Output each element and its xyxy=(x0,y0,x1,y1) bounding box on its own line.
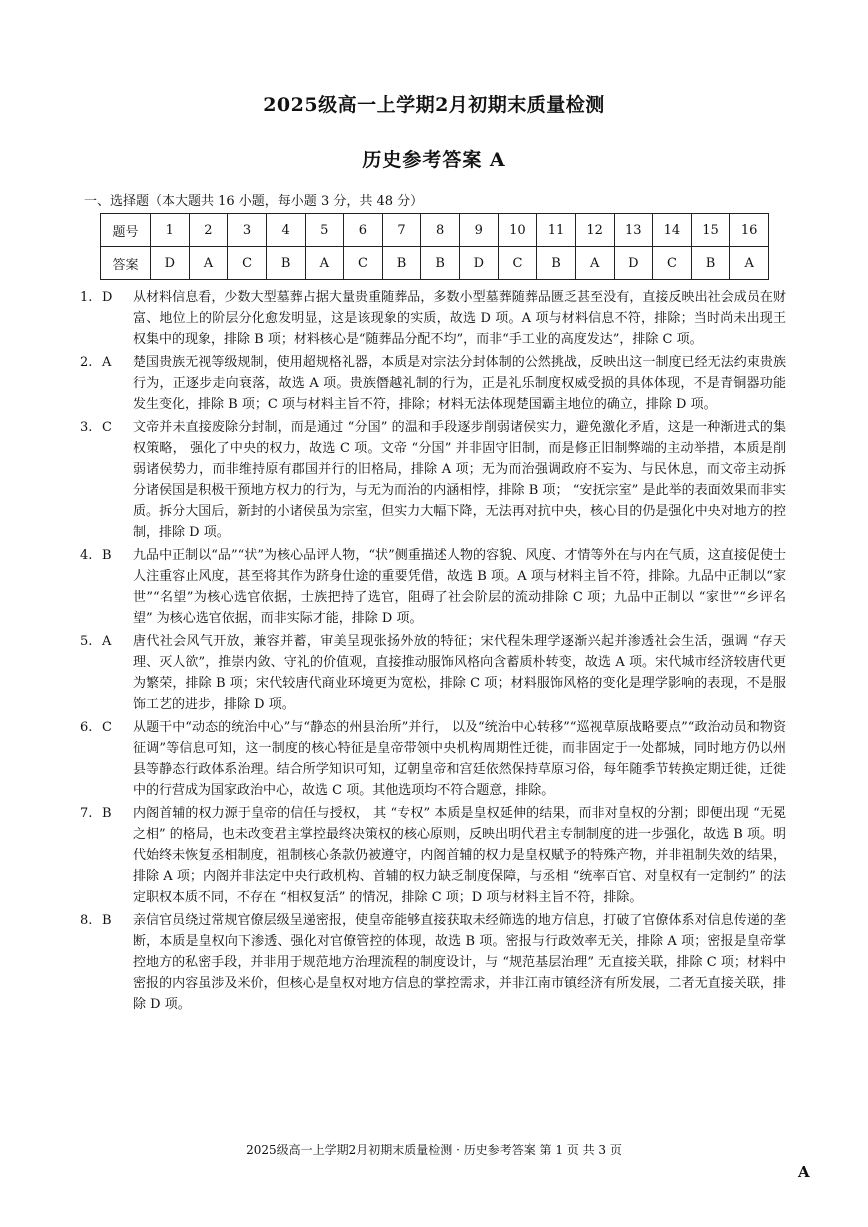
explanation-item xyxy=(80,287,786,350)
explanation-number: 2. xyxy=(80,355,93,370)
explanation-number: 8. xyxy=(80,913,93,928)
answer-cell: D xyxy=(614,247,653,280)
row-label-answer: 答案 xyxy=(101,247,151,280)
explanation-list xyxy=(80,287,786,1017)
question-number-cell: 2 xyxy=(189,214,228,247)
answer-cell: D xyxy=(151,247,190,280)
explanation-answer: A xyxy=(102,634,112,649)
explanation-number: 4. xyxy=(80,548,93,563)
answer-cell: B xyxy=(382,247,421,280)
question-number-cell: 12 xyxy=(575,214,614,247)
section-heading: 一、选择题（本大题共 16 小题，每小题 3 分，共 48 分） xyxy=(84,194,424,209)
explanation-text: 亲信官员绕过常规官僚层级呈递密报，使皇帝能够直接获取未经筛选的地方信息，打破了官僚体系对信息传递的垄断，本质是皇权向下渗透、强化对官僚管控的体现，故选 B 项。密报与行政效率无关，排除 A 项；密报是皇帝掌控地方的私密手段，并非用于规范地方治理流程的制度设计，与 “规范基层治理” 无直接关联，排除 C 项；材料中密报的内容虽涉及米价，但核心是皇权对地方信息的掌控需求，并非江南市镇经济有所发展，二者无直接关联，排除 D 项。 xyxy=(133,913,786,1012)
answer-cell: B xyxy=(537,247,576,280)
answer-cell: A xyxy=(575,247,614,280)
explanation-answer: C xyxy=(102,420,112,435)
version-mark: A xyxy=(798,1163,810,1181)
explanation-text: 唐代社会风气开放，兼容并蓄，审美呈现张扬外放的特征；宋代程朱理学逐渐兴起并渗透社会生活，强调 “存天理、灭人欲”，推崇内敛、守礼的价值观，直接推动服饰风格向含蓄质朴转变，故选 A 项。宋代城市经济较唐代更为繁荣，排除 B 项；宋代较唐代商业环境更为宽松，排除 C 项；材料服饰风格的变化是理学影响的表现，不是服饰工艺的进步，排除 D 项。 xyxy=(133,634,786,712)
page-title: 2025级高一上学期2月初期末质量检测 xyxy=(263,94,605,116)
question-number-cell: 9 xyxy=(460,214,499,247)
explanation-answer: A xyxy=(102,355,112,370)
question-number-cell: 10 xyxy=(498,214,537,247)
question-number-cell: 8 xyxy=(421,214,460,247)
question-number-cell: 4 xyxy=(266,214,305,247)
explanation-number: 3. xyxy=(80,420,93,435)
answer-row xyxy=(101,247,769,280)
answer-cell: C xyxy=(498,247,537,280)
explanation-item xyxy=(80,910,786,1015)
explanation-item xyxy=(80,352,786,415)
explanation-answer: B xyxy=(102,913,112,928)
answer-cell: B xyxy=(266,247,305,280)
explanation-number: 1. xyxy=(80,290,93,305)
answer-cell: B xyxy=(691,247,730,280)
question-number-cell: 11 xyxy=(537,214,576,247)
explanation-text: 从材料信息看，少数大型墓葬占据大量贵重随葬品，多数小型墓葬随葬品匮乏甚至没有，直接反映出社会成员在财富、地位上的阶层分化愈发明显，这是该现象的实质，故选 D 项。A 项与材料信息不符，排除；当时尚未出现王权集中的现象，排除 B 项；材料核心是“随葬品分配不均”，而非“手工业的高度发达”，排除 C 项。 xyxy=(133,290,786,347)
answer-cell: D xyxy=(460,247,499,280)
question-number-cell: 16 xyxy=(730,214,769,247)
explanation-answer: C xyxy=(102,720,112,735)
answer-cell: A xyxy=(305,247,344,280)
explanation-answer: B xyxy=(102,548,112,563)
explanation-item xyxy=(80,417,786,543)
answer-cell: C xyxy=(228,247,267,280)
question-number-cell: 7 xyxy=(382,214,421,247)
explanation-item xyxy=(80,803,786,908)
answer-table xyxy=(100,213,769,280)
question-number-cell: 6 xyxy=(344,214,383,247)
explanation-answer: D xyxy=(102,290,113,305)
question-number-row xyxy=(101,214,769,247)
question-number-cell: 1 xyxy=(151,214,190,247)
explanation-item xyxy=(80,545,786,629)
question-number-cell: 3 xyxy=(228,214,267,247)
question-number-cell: 15 xyxy=(691,214,730,247)
question-number-cell: 5 xyxy=(305,214,344,247)
explanation-number: 5. xyxy=(80,634,93,649)
explanation-item xyxy=(80,631,786,715)
explanation-number: 7. xyxy=(80,806,93,821)
question-number-cell: 13 xyxy=(614,214,653,247)
row-label-number: 题号 xyxy=(101,214,151,247)
explanation-answer: B xyxy=(102,806,112,821)
answer-cell: B xyxy=(421,247,460,280)
answer-cell: A xyxy=(730,247,769,280)
page-footer: 2025级高一上学期2月初期末质量检测 · 历史参考答案 第 1 页 共 3 页 xyxy=(246,1143,622,1157)
explanation-text: 楚国贵族无视等级规制，使用超规格礼器，本质是对宗法分封体制的公然挑战，反映出这一制度已经无法约束贵族行为，正逐步走向衰落，故选 A 项。贵族僭越礼制的行为，正是礼乐制度权威受损的具体体现，不是青铜器功能发生变化，排除 B 项；C 项与材料主旨不符，排除；材料无法体现楚国霸主地位的确立，排除 D 项。 xyxy=(133,355,786,412)
answer-cell: A xyxy=(189,247,228,280)
explanation-text: 九品中正制以“品”“状”为核心品评人物，“状”侧重描述人物的容貌、风度、才情等外在与内在气质，这直接促使士人注重容止风度，甚至将其作为跻身仕途的重要凭借，故选 B 项。A 项与材料主旨不符，排除。九品中正制以“家世”“名望”为核心选官依据，士族把持了选官，阻碍了社会阶层的流动排除 C 项；九品中正制以 “家世”“乡评名望” 为核心选官依据，而非实际才能，排除 D 项。 xyxy=(133,548,786,626)
explanation-item xyxy=(80,717,786,801)
page-subtitle: 历史参考答案 A xyxy=(362,149,506,171)
answer-cell: C xyxy=(344,247,383,280)
explanation-text: 内阁首辅的权力源于皇帝的信任与授权， 其 “专权” 本质是皇权延伸的结果，而非对皇权的分割；即便出现 “无冕之相” 的格局，也未改变君主掌控最终决策权的核心原则，反映出明代君主专制制度的进一步强化，故选 B 项。明代始终未恢复丞相制度，祖制核心条款仍被遵守，内阁首辅的权力是皇权赋予的特殊产物，并非祖制失效的结果，排除 A 项；内阁并非法定中央行政机构、首辅的权力缺乏制度保障，与丞相 “统率百官、对皇权有一定制约” 的法定职权本质不同，不存在 “相权复活” 的情况，排除 C 项；D 项与材料主旨不符，排除。 xyxy=(133,806,786,905)
question-number-cell: 14 xyxy=(653,214,692,247)
explanation-text: 文帝并未直接废除分封制，而是通过 “分国” 的温和手段逐步削弱诸侯实力，避免激化矛盾，这是一种渐进式的集权策略， 强化了中央的权力，故选 C 项。文帝 “分国” 并非固守旧制，而是修正旧制弊端的主动举措，本质是削弱诸侯势力，而非维持原有郡国并行的旧格局，排除 A 项；无为而治强调政府不妄为、与民休息，而文帝主动拆分诸侯国是积极干预地方权力的行为，与无为而治的内涵相悖，排除 B 项； “安抚宗室” 是此举的表面效果而非实质。拆分大国后，新封的小诸侯虽为宗室，但实力大幅下降，无法再对抗中央，核心目的仍是强化中央对地方的控制，排除 D 项。 xyxy=(133,420,786,540)
answer-cell: C xyxy=(653,247,692,280)
explanation-number: 6. xyxy=(80,720,93,735)
explanation-text: 从题干中“动态的统治中心”与“静态的州县治所”并行， 以及“统治中心转移”“巡视草原战略要点”“政治动员和物资征调”等信息可知，这一制度的核心特征是皇帝带领中央机构周期性迁徙，而非固定于一处都城，同时地方仍以州县等静态行政体系治理。结合所学知识可知，辽朝皇帝和宫廷依然保持草原习俗，每年随季节转换定期迁徙，迁徙中的行营成为国家政治中心，故选 C 项。其他选项均不符合题意，排除。 xyxy=(133,720,786,798)
